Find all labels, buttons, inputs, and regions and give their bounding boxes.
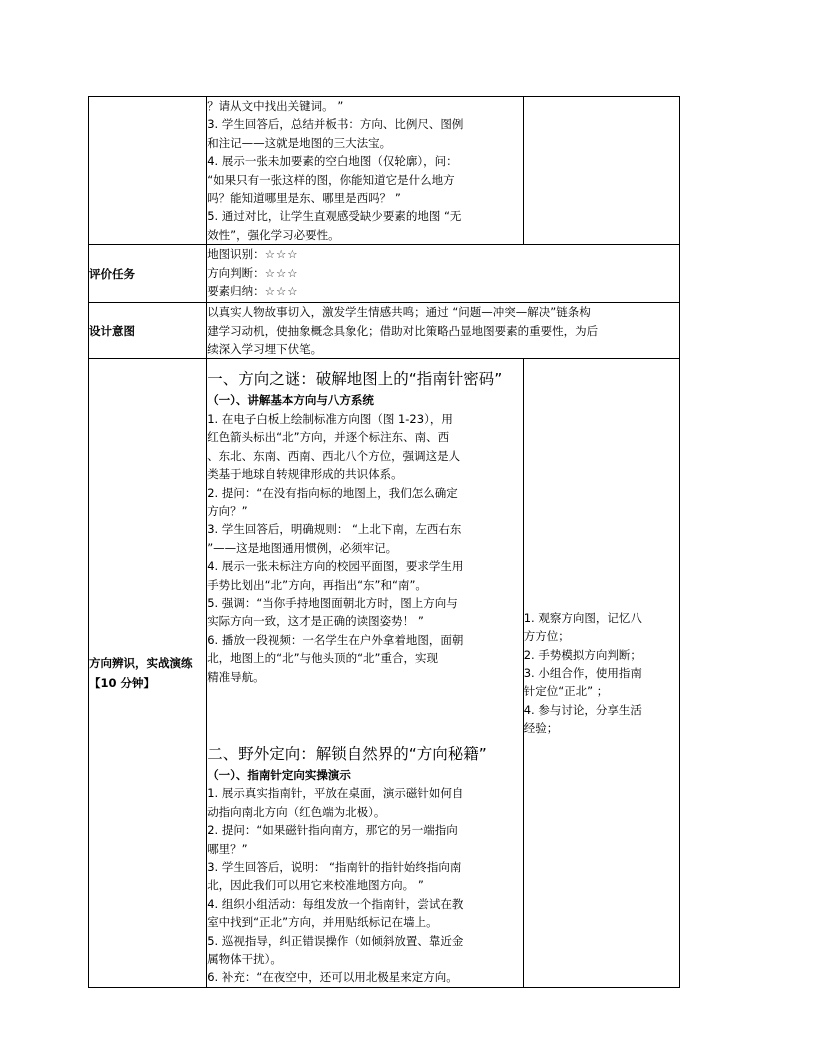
intro-content-cell — [207, 97, 524, 245]
text-line: 动指向南北方向（红色端为北极）。 — [207, 804, 386, 819]
text-line: 手势比划出“北”方向，再指出“东”和“南”。 — [207, 577, 427, 592]
star-rating-icon: ☆☆☆ — [264, 284, 299, 299]
text-line: 5. 强调：“当你手持地图面朝北方时，图上方向与 — [207, 595, 458, 610]
text-line: 方向？” — [207, 503, 248, 518]
intro-activity-cell — [523, 97, 679, 245]
activity-line: 2. 手势模拟方向判断； — [523, 647, 642, 662]
text-line: 吗？能知道哪里是东、哪里是西吗？ ” — [207, 191, 401, 206]
section-subheading: （一）、指南针定向实操演示 — [207, 767, 351, 782]
activity-line: 4. 参与讨论，分享生活 — [523, 702, 642, 717]
activity-line: 经验； — [523, 721, 559, 736]
table-row-design — [89, 303, 680, 359]
design-content-cell — [207, 303, 680, 359]
text-line: 4. 组织小组活动：每组发放一个指南针，尝试在教 — [207, 896, 464, 911]
text-line: 类基于地球自转规律形成的共识体系。 — [207, 467, 403, 482]
text-line: 和注记——这就是地图的三大法宝。 — [207, 135, 392, 150]
text-line: 5. 通过对比，让学生直观感受缺少要素的地图 “无 — [207, 209, 462, 224]
text-line: 建学习动机，使抽象概念具象化；借助对比策略凸显地图要素的重要性，为后 — [207, 323, 599, 338]
text-line: 6. 播放一段视频：一名学生在户外拿着地图，面朝 — [207, 632, 464, 647]
text-line: 3. 学生回答后，明确规则： “上北下南，左西右东 — [207, 522, 462, 537]
evaluation-label: 评价任务 — [89, 245, 207, 303]
design-label: 设计意图 — [89, 303, 207, 359]
text-line: 2. 提问：“如果磁针指向南方，那它的另一端指向 — [207, 823, 458, 838]
text-line: 室中找到“正北”方向，并用贴纸标记在墙上。 — [207, 915, 438, 930]
activity-line: 1. 观察方向图，记忆八 — [523, 610, 642, 625]
table-row-evaluation — [89, 245, 680, 303]
text-line: 1. 展示真实指南针，平放在桌面，演示磁针如何自 — [207, 786, 464, 801]
direction-label: 方向辨识，实战演练【10 分钟】 — [89, 359, 207, 987]
text-line: “如果只有一张这样的图，你能知道它是什么地方 — [207, 172, 455, 187]
table-row-intro — [89, 97, 680, 245]
text-line: 6. 补充：“在夜空中，还可以用北极星来定方向。 — [207, 970, 458, 985]
direction-content-cell — [207, 359, 524, 987]
text-line: 、东北、东南、西南、西北八个方位，强调这是人 — [207, 448, 461, 463]
text-line: 2. 提问：“在没有指向标的地图上，我们怎么确定 — [207, 485, 458, 500]
text-line: 哪里？” — [207, 841, 248, 856]
text-line: ”——这是地图通用惯例，必须牢记。 — [207, 540, 398, 555]
text-line: 属物体干扰）。 — [207, 952, 282, 967]
star-rating-icon: ☆☆☆ — [264, 247, 299, 262]
evaluation-content-cell — [207, 245, 680, 303]
text-line: 效性”，强化学习必要性。 — [207, 227, 340, 242]
lesson-plan-table — [88, 96, 680, 988]
text-line: 以真实人物故事切入，激发学生情感共鸣；通过 “问题—冲突—解决”链条构 — [207, 305, 591, 320]
text-line: 4. 展示一张未标注方向的校园平面图，要求学生用 — [207, 559, 464, 574]
section-heading: 一、方向之谜：破解地图上的“指南针密码” — [207, 370, 503, 389]
text-line: 红色箭头标出“北”方向，并逐个标注东、南、西 — [207, 430, 450, 445]
table-row-direction — [89, 359, 680, 987]
eval-item — [207, 245, 679, 263]
section-heading: 二、野外定向：解锁自然界的“方向秘籍” — [207, 744, 487, 763]
eval-item-name: 要素归纳： — [207, 284, 265, 299]
text-line: 北，地图上的“北”与他头顶的“北”重合，实现 — [207, 651, 439, 666]
activity-line: 方方位； — [523, 629, 570, 644]
student-activity-cell — [523, 359, 679, 987]
eval-item — [207, 264, 679, 282]
activity-line: 针定位“正北” ； — [523, 684, 609, 699]
text-line: ？请从文中找出关键词。 ” — [207, 99, 344, 113]
eval-item-name: 地图识别： — [207, 247, 265, 262]
text-line: 1. 在电子白板上绘制标准方向图（图 1-23），用 — [207, 411, 453, 426]
text-line: 5. 巡视指导，纠正错误操作（如倾斜放置、靠近金 — [207, 933, 464, 948]
intro-label-cell — [89, 97, 207, 245]
text-line: 3. 学生回答后，总结并板书：方向、比例尺、图例 — [207, 117, 464, 132]
activity-line: 3. 小组合作，使用指南 — [523, 665, 642, 680]
text-line: 4. 展示一张未加要素的空白地图（仅轮廓），问： — [207, 154, 458, 169]
section-subheading: （一）、讲解基本方向与八方系统 — [207, 393, 374, 408]
text-line: 续深入学习埋下伏笔。 — [207, 342, 323, 357]
eval-item-name: 方向判断： — [207, 265, 265, 280]
star-rating-icon: ☆☆☆ — [264, 265, 299, 280]
text-line: 实际方向一致，这才是正确的读图姿势！ ” — [207, 614, 424, 629]
eval-item — [207, 282, 679, 300]
text-line: 精准导航。 — [207, 669, 265, 684]
text-line: 北，因此我们可以用它来校准地图方向。 ” — [207, 878, 424, 893]
spacer — [207, 686, 523, 734]
text-line: 3. 学生回答后，说明： “指南针的指针始终指向南 — [207, 860, 462, 874]
